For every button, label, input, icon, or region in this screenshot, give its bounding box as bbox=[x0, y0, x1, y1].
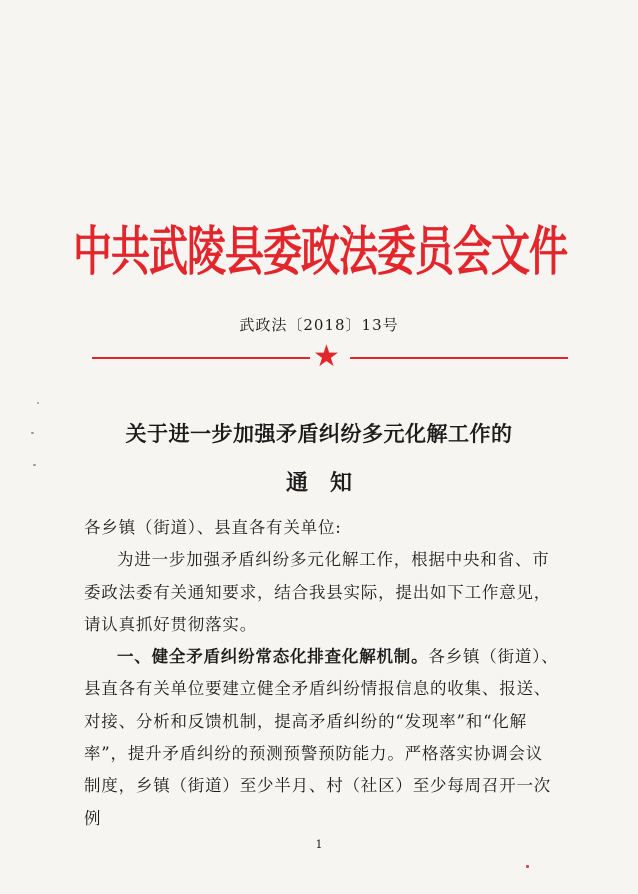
intro-paragraph: 为进一步加强矛盾纠纷多元化解工作，根据中央和省、市委政法委有关通知要求，结合我县实际，提出如下工作意见，请认真抓好贯彻落实。 bbox=[84, 550, 552, 634]
header-rule-right bbox=[350, 357, 568, 359]
document-number: 武政法〔2018〕13号 bbox=[239, 316, 399, 334]
notice-subject-line2: 通 知 bbox=[285, 470, 352, 496]
scan-speck bbox=[31, 432, 34, 434]
notice-subject-line1: 关于进一步加强矛盾纠纷多元化解工作的 bbox=[125, 421, 513, 446]
section1-text: 各乡镇（街道）、县直各有关单位要建立健全矛盾纠纷情报信息的收集、报送、对接、分析和反馈机制，提高矛盾纠纷的“发现率”和“化解率”，提升矛盾纠纷的预测预警预防能力。严格落实协调会议制度，乡镇（街道）至少半月、村（社区）至少每周召开一次例 bbox=[84, 647, 559, 828]
document-header-title: 中共武陵县委政法委员会文件 bbox=[72, 222, 567, 283]
salutation: 各乡镇（街道）、县直各有关单位: bbox=[84, 518, 342, 537]
notice-body bbox=[84, 512, 559, 835]
header-rule-left bbox=[92, 357, 310, 359]
section1-paragraph bbox=[84, 641, 559, 835]
page-number: 1 bbox=[315, 838, 323, 851]
red-star-icon: ★ bbox=[313, 339, 340, 374]
scan-speck bbox=[526, 865, 529, 868]
section1-heading: 一、健全矛盾纠纷常态化排查化解机制。 bbox=[117, 647, 429, 667]
scan-speck bbox=[33, 464, 36, 466]
scan-speck bbox=[37, 402, 39, 404]
